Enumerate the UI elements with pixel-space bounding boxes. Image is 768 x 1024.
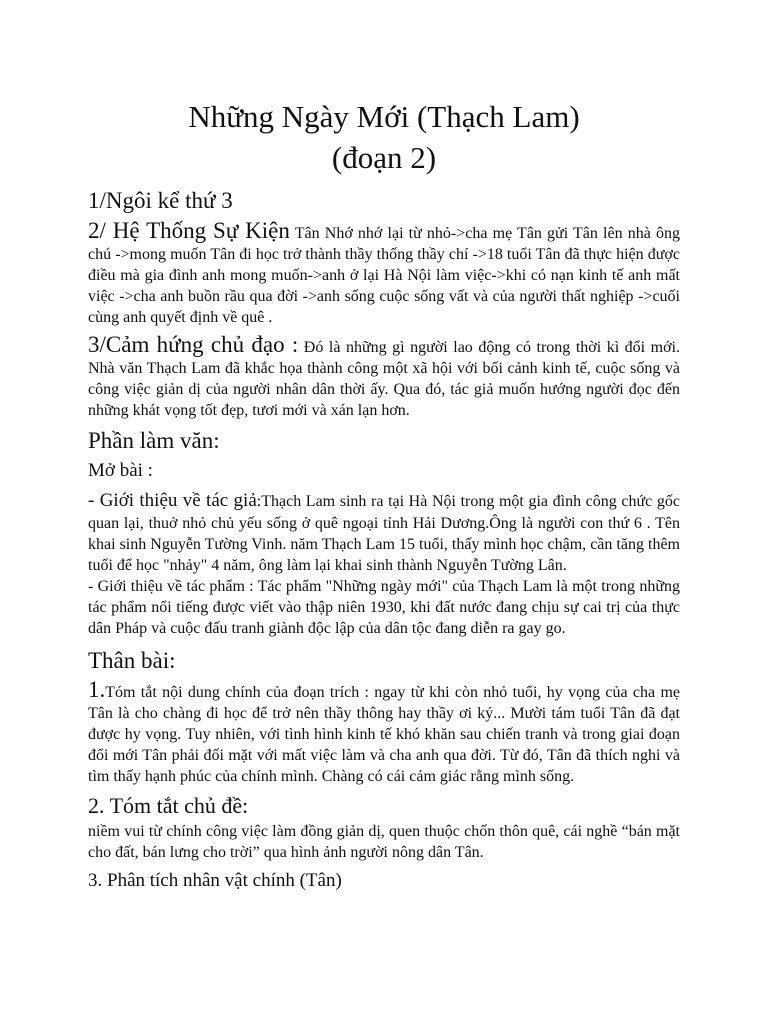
- item-1: [88, 679, 680, 787]
- heading-phan-lam-van: Phần làm văn:: [88, 428, 220, 453]
- heading-item-2: 2. Tóm tắt chủ đề:: [88, 793, 249, 818]
- paragraph-gioi-thieu-tac-pham: - Giới thiệu về tác phẩm : Tác phẩm "Những ngày mới" của Thạch Lam là một trong những tác phẩm nổi tiếng được viết vào thập niên 1930, khi đất nước đang chịu sự cai trị của thực dân Pháp và cuộc đấu tranh giành độc lập của dân tộc đang diễn ra gay go.: [88, 578, 680, 637]
- section-heading: 3/Cảm hứng chủ đạo :: [88, 332, 299, 357]
- paragraph-text: :Thạch Lam sinh ra tại Hà Nội trong một gia đình công chức gốc quan lại, thuở nhỏ chủ yếu sống ở quê ngoại tỉnh Hải Dương.Ông là người con thứ 6 . Tên khai sinh Nguyễn Tường Vinh. năm Thạch Lam 15 tuổi, thấy mình học chậm, cần tăng thêm tuổi để học "nhảy" 4 năm, ông làm lại khai sinh thành Nguyễn Tường Lân.: [88, 493, 680, 574]
- paragraph-gioi-thieu-tac-gia: [88, 489, 680, 576]
- section-text: Tân Nhớ nhớ lại từ nhỏ->cha mẹ Tân gửi Tân lên nhà ông chú ->mong muốn Tân đi học trở thành thầy thống thầy chí ->18 tuổi Tân đã thực hiện được điều mà gia đình anh mong muốn->anh ở lại Hà Nội làm việc->khi có nạn kinh tế anh mất việc ->cha anh buồn rầu qua đời ->anh sống cuộc sống vất và của người thất nghiệp ->cuối cùng anh quyết định về quê .: [88, 225, 680, 326]
- item-text: Tóm tắt nội dung chính của đoạn trích : ngay từ khi còn nhỏ tuổi, hy vọng của cha mẹ Tân là cho chàng đi học để trở nên thầy thông hay thầy ơi ký... Mười tám tuổi Tân đã đạt được hy vọng. Tuy nhiên, với tình hình kinh tế khó khăn sau chiến tranh và trong giai đoạn đổi mới Tân phải đối mặt với mất việc làm và cha anh qua đời. Từ đó, Tân đã thích nghi và tìm thấy hạnh phúc của chính mình. Chàng có cái cảm giác rằng mình sống.: [88, 684, 680, 785]
- heading-item-3: 3. Phân tích nhân vật chính (Tân): [88, 870, 342, 891]
- section-ngoi-ke: 1/Ngôi kể thứ 3: [88, 188, 233, 213]
- title-line-2: (đoạn 2): [331, 140, 437, 175]
- heading-mo-bai: Mở bài :: [88, 460, 153, 481]
- section-heading: 2/ Hệ Thống Sự Kiện: [88, 218, 290, 243]
- section-he-thong-su-kien: [88, 218, 680, 328]
- section-text: Đó là những gì người lao động có trong thời kì đổi mới. Nhà văn Thạch Lam đã khắc họa thành công một xã hội với bối cảnh kinh tế, cuộc sống và công việc giản dị của người nhân dân thời ấy. Qua đó, tác giả muốn hướng người đọc đến những khát vọng tốt đẹp, tươi mới và xán lạn hơn.: [88, 339, 681, 419]
- paragraph-heading: - Giới thiệu về tác giả: [88, 490, 257, 511]
- section-cam-hung: [88, 332, 680, 421]
- heading-than-bai: Thân bài:: [88, 648, 176, 673]
- item-number: 1.: [88, 677, 106, 702]
- item-2-text: niềm vui từ chính công việc làm đồng giản dị, quen thuộc chốn thôn quê, cái nghề “bán mặt cho đất, bán lưng cho trời” qua hình ảnh người nông dân Tân.: [88, 823, 680, 861]
- title-line-1: Những Ngày Mới (Thạch Lam): [188, 99, 580, 134]
- document-title: [88, 0, 680, 178]
